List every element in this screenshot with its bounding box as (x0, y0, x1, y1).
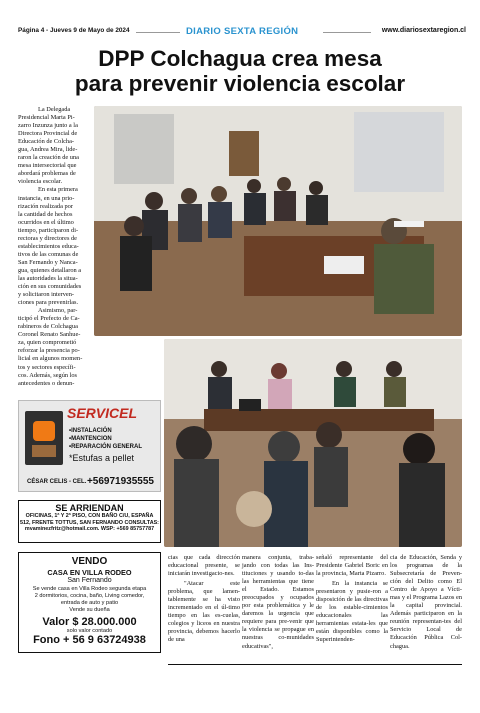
article-paragraph: cias que cada dirección educacional presente, se iniciarán investigacio-nes. (168, 554, 240, 578)
ad-rent-offices[interactable] (18, 500, 161, 543)
col1-line: abordará problemas de (18, 170, 76, 178)
header-rule-left (136, 32, 180, 33)
article-paragraph: "Atacar este problema, que lamen-tablemente se ha visto incrementado en el úl-timo tiempo en las es-cuelas, colegios y liceos en nuestra provincia, debemos hacerlo de una (168, 580, 240, 644)
ad-servicel[interactable] (18, 400, 161, 492)
ad-sale-desc-line: entrada de auto y patio (60, 600, 119, 606)
col1-line: Presidencial Marta Pi- (18, 114, 75, 122)
ad-sale-description (19, 586, 160, 614)
col1-line: reforzar la presencia po- (18, 347, 80, 355)
firewood-icon (32, 445, 56, 457)
col1-line: Coronel Renato Sanhue- (18, 331, 81, 339)
ad-rent-line: mvaminezfritz@hotmail.com. WSP: +569 85757787 (24, 526, 155, 533)
ad-servicel-brand: SERVICEL (67, 405, 138, 421)
ad-sale-phone[interactable]: Fono + 56 9 63724938 (33, 634, 146, 646)
col1-line: ción en sus comunidades (18, 283, 82, 291)
article-paragraph: manera conjunta, traba-jando con todas las Ins-tituciones y usando to-das las herramientas que tiene el Estado. Estamos preocupados y ocupados por esta problemática y le daremos la urgencia que requiere para pre-venir que la violencia se propague en nuestras co-munidades educativas", (242, 554, 314, 650)
pellet-stove-icon (25, 411, 63, 465)
ad-servicel-contact: CÉSAR CELIS - CEL. (27, 479, 87, 485)
ad-sale-title: VENDO (71, 556, 108, 567)
ad-sale-price: Valor $ 28.000.000 (42, 616, 137, 628)
meeting-photo-1-image (94, 106, 462, 336)
col1-line: rectoras y directores de (18, 234, 78, 242)
ad-servicel-services (69, 427, 142, 451)
col1-line: raron la creación de una (18, 154, 79, 162)
col1-line: tiempo, participaron di- (18, 226, 79, 234)
col1-line: violencia escolar. (18, 178, 63, 186)
ad-rent-line: 512, FRENTE TOTTUS, SAN FERNANDO CONSULTAS: (20, 519, 159, 526)
ad-sale-subtitle: CASA EN VILLA RODEO (47, 568, 132, 577)
col1-line: gua, quienes detallaron a (18, 266, 82, 274)
ad-rent-title: SE ARRIENDAN (55, 503, 124, 513)
col1-line: gua, Andrea Mira, lide- (18, 146, 78, 154)
website-link[interactable]: www.diariosextaregion.cl (381, 27, 466, 34)
newspaper-brand: DIARIO SEXTA REGIÓN (186, 26, 299, 37)
ad-sale-desc-line: Vende su dueña (69, 607, 110, 613)
page-header (18, 27, 466, 39)
article-paragraph: cia de Educación, Senda y los programas de la Subsecretaría de Preven-ción del Delito como El Centro de Apoyo a Vícti-mas y el Programa Lazos en la capital provincial. Además participaron en la reunión representan-tes del Servicio Local de Educación Pública Col-chagua. (390, 554, 462, 650)
meeting-photo-2-image (164, 339, 462, 547)
col1-line: rabineros de Colchagua (18, 323, 78, 331)
col1-line: En esta primera (38, 186, 78, 194)
col1-line: ocurridos en el último (18, 218, 74, 226)
col1-line: za, quien comprometió (18, 339, 77, 347)
col1-line: instancia, en una prio- (18, 194, 75, 202)
col1-line: tivos de las comunas de (18, 250, 79, 258)
col1-line: cos. Además, según los (18, 371, 78, 379)
col1-line: la cantidad de hechos (18, 210, 73, 218)
ad-servicel-tagline: *Estufas a pellet (69, 453, 135, 463)
article-paragraph: señaló representante del Presidente Gabriel Boric en la provincia, Marta Pizarro. (316, 554, 388, 578)
article-bottom-rule (168, 664, 462, 665)
col1-line: La Delegada (38, 106, 71, 113)
col1-line: mesa intersectorial que (18, 162, 77, 170)
headline-line-2: para prevenir violencia escolar (74, 71, 406, 96)
article-column-1 (18, 106, 90, 388)
col1-line: rización realizada por (18, 202, 73, 210)
meeting-photo-1 (94, 106, 462, 336)
service-item: •REPARACIÓN GENERAL (69, 444, 142, 450)
col1-line: licial en algunos momen- (18, 355, 83, 363)
meeting-photo-2 (164, 339, 462, 547)
article-column-2 (168, 554, 240, 645)
ad-rent-line: OFICINAS, 1ª Y 2ª PISO, CON BAÑO C/U, ESPAÑA (25, 513, 154, 519)
col1-line: ticipó el Prefecto de Ca- (18, 315, 80, 323)
col1-line: Asimismo, par- (38, 307, 78, 315)
col1-line: ciones para prevenirlas. (18, 299, 79, 307)
ad-servicel-phone[interactable]: +56971935555 (86, 476, 154, 487)
col1-line: establecimientos educa- (18, 242, 79, 250)
col1-line: tos y sectores específi- (18, 363, 76, 371)
ad-house-sale[interactable] (18, 552, 161, 653)
service-item: •INSTALACIÓN (69, 428, 112, 434)
col1-line: Directora Provincial de (18, 130, 78, 138)
service-item: •MANTENCION (69, 436, 112, 442)
flame-icon (33, 421, 55, 441)
page-number-date: Página 4 - Jueves 9 de Mayo de 2024 (18, 27, 130, 34)
ad-sale-desc-line: Se vende casa en Villa Rodeo segunda etapa (32, 586, 147, 592)
article-paragraph: En la instancia se presentaron y pusie-ron a disposición de las directivas de los estable-cimientos educacionales las herramientas estata-les que están disponibles como la Superintenden- (316, 580, 388, 644)
col1-line: San Fernando y Nanca- (18, 258, 78, 266)
col1-line: antecedentes o denun- (18, 379, 75, 387)
ad-sale-desc-line: 2 dormitorios, cocina, baño, Living comedor, (34, 593, 145, 599)
ad-sale-note: solo valor contado (66, 628, 113, 634)
ad-sale-location: San Fernando (67, 577, 112, 584)
col1-line: zarro Inzunza junto a la (18, 122, 78, 130)
article-column-5 (390, 554, 462, 651)
article-column-3 (242, 554, 314, 651)
article-column-4 (316, 554, 388, 645)
col1-line: y solicitaron interven- (18, 291, 75, 299)
headline-line-1: DPP Colchagua crea mesa (98, 46, 382, 71)
article-headline (40, 46, 440, 96)
col1-line: las autoridades la situa- (18, 274, 78, 282)
col1-line: Educación de Colcha- (18, 138, 75, 146)
header-rule-right (323, 32, 371, 33)
